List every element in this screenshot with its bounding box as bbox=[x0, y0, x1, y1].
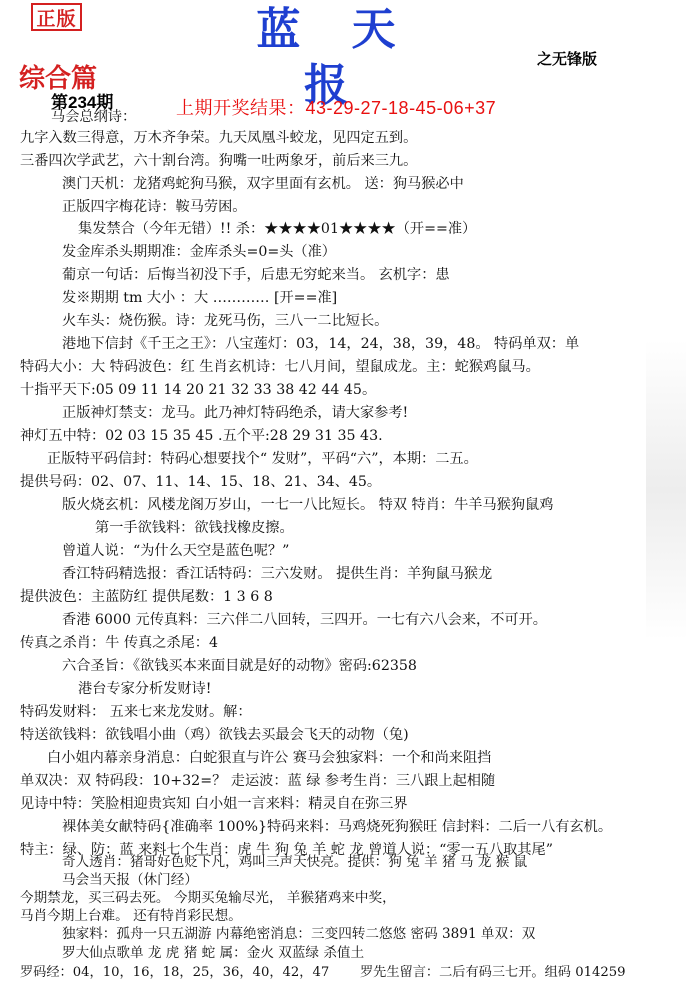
text-line: 独家料：孤舟一只五湖游 内幕绝密消息：三变四转二悠悠 密码 3891 单双：双 bbox=[62, 926, 536, 942]
faded-watermark bbox=[646, 340, 686, 640]
edition-label: 之无锋版 bbox=[537, 50, 598, 68]
text-line: 正版四字梅花诗：鞍马劳困。 bbox=[62, 199, 247, 215]
text-line: 马肖今期上台难。 还有特肖彩民想。 bbox=[20, 908, 242, 924]
text-line: 香港 6000 元传真料：三六伴二八回转，三四开。一七有六八会来，不可开。 bbox=[62, 612, 547, 628]
text-line: 版火烧玄机：风楼龙阁万岁山，一七一八比短长。 特双 特肖：牛羊马猴狗鼠鸡 bbox=[62, 497, 554, 513]
text-line: 提供波色：主蓝防红 提供尾数：1 3 6 8 bbox=[20, 589, 273, 605]
text-line: 奇人透肖：猪哥好色贬下凡，鸡叫三声天快亮。提供：狗 兔 羊 猪 马 龙 猴 鼠 bbox=[62, 854, 528, 870]
text-line: 六合圣旨：《欲钱买本来面目就是好的动物》密码:62358 bbox=[62, 658, 417, 674]
text-line: 单双决：双 特码段：10+32=？ 走运波：蓝 绿 参考生肖：三八跟上起相随 bbox=[20, 773, 496, 789]
issue-number: 第234期 bbox=[51, 93, 114, 112]
text-line: 特码发财料： 五来七来龙发财。解： bbox=[20, 704, 252, 720]
last-draw-result: 上期开奖结果：43-29-27-18-45-06+37 bbox=[176, 98, 497, 118]
text-line: 裸体美女献特码{准确率 100%}特码来料：马鸡烧死狗猴旺 信封料：二后一八有玄机。 bbox=[62, 819, 613, 835]
text-line: 特送欲钱料：欲钱唱小曲（鸡）欲钱去买最会飞天的动物（兔) bbox=[20, 727, 409, 743]
text-line: 见诗中特：笑脸相迎贵宾知 白小姐一言来料：精灵自在弥三界 bbox=[20, 796, 408, 812]
text-line: 传真之杀肖：牛 传真之杀尾：4 bbox=[20, 635, 218, 651]
section-title: 综合篇 bbox=[19, 64, 98, 94]
text-line: 三番四次学武艺，六十割台湾。狗嘴一吐两象牙，前后来三九。 bbox=[20, 153, 418, 169]
text-line: 葡京一句话：后悔当初没下手，后患无穷蛇来当。 玄机字：患 bbox=[62, 267, 450, 283]
text-line: 港地下信封《千王之王》：八宝莲灯：03，14，24，38，39，48。 特码单双：单 bbox=[62, 336, 580, 352]
masthead-title: 蓝 天 报 bbox=[256, 4, 414, 111]
text-line: 罗大仙点歌单 龙 虎 猪 蛇 属：金火 双蓝绿 杀值土 bbox=[62, 945, 365, 961]
text-line: 特主：绿、防：蓝 来料七个生肖：虎 牛 狗 兔 羊 蛇 龙 曾道人说：“零一五八取其尾” bbox=[20, 842, 553, 858]
text-line: 提供号码：02、07、11、14、15、18、21、34、45。 bbox=[20, 474, 382, 490]
text-line: 今期禁龙，买三码去死。 今期买兔输尽光， 羊猴猪鸡来中奖， bbox=[20, 890, 396, 906]
text-line: 第一手欲钱料：欲钱找橡皮擦。 bbox=[95, 520, 294, 536]
text-line: 马会当天报（休门经） bbox=[62, 872, 198, 888]
text-line: 发金库杀头期期准：金库杀头=0=头（准） bbox=[62, 244, 336, 260]
text-line: 九字入数三得意，万木齐争荣。九天凤凰斗蛟龙，见四定五到。 bbox=[20, 130, 418, 146]
text-line: 集发禁合（今年无错）!! 杀：★★★★01★★★★（开==准） bbox=[78, 221, 477, 237]
text-line: 罗码经：04，10，16，18，25，36，40，42，47 bbox=[20, 965, 330, 980]
text-line: 澳门天机：龙猪鸡蛇狗马猴，双字里面有玄机。 送：狗马猴必中 bbox=[62, 176, 464, 192]
text-line: 罗先生留言：二后有码三七开。组码 014259 bbox=[360, 965, 626, 980]
text-line: 正版特平码信封：特码心想要找个“ 发财”，平码“六”，本期：二五。 bbox=[47, 451, 478, 467]
text-line: 正版神灯禁支：龙马。此乃神灯特码绝杀，请大家参考! bbox=[62, 405, 409, 421]
text-line: 火车头：烧伤猴。诗：龙死马伤，三八一二比短长。 bbox=[62, 313, 389, 329]
text-line: 发※期期 tm 大小 ：大 ………… [开==准] bbox=[62, 290, 338, 306]
text-line: 神灯五中特：02 03 15 35 45 .五个平:28 29 31 35 43. bbox=[20, 428, 383, 444]
text-line: 十指平天下:05 09 11 14 20 21 32 33 38 42 44 45。 bbox=[20, 382, 377, 398]
authentic-badge: 正版 bbox=[31, 3, 82, 31]
text-line: 香江特码精选报：香江话特码：三六发财。 提供生肖：羊狗鼠马猴龙 bbox=[62, 566, 493, 582]
text-line: 曾道人说：“为什么天空是蓝色呢？” bbox=[62, 543, 290, 559]
text-line: 白小姐内幕亲身消息：白蛇狠直与许公 赛马会独家料：一个和尚来阻挡 bbox=[47, 750, 492, 766]
text-line: 港台专家分析发财诗! bbox=[78, 681, 212, 697]
text-line: 马会总纲诗： bbox=[51, 109, 137, 125]
text-line: 特码大小：大 特码波色：红 生肖玄机诗：七八月间，望鼠成龙。主：蛇猴鸡鼠马。 bbox=[20, 359, 540, 375]
